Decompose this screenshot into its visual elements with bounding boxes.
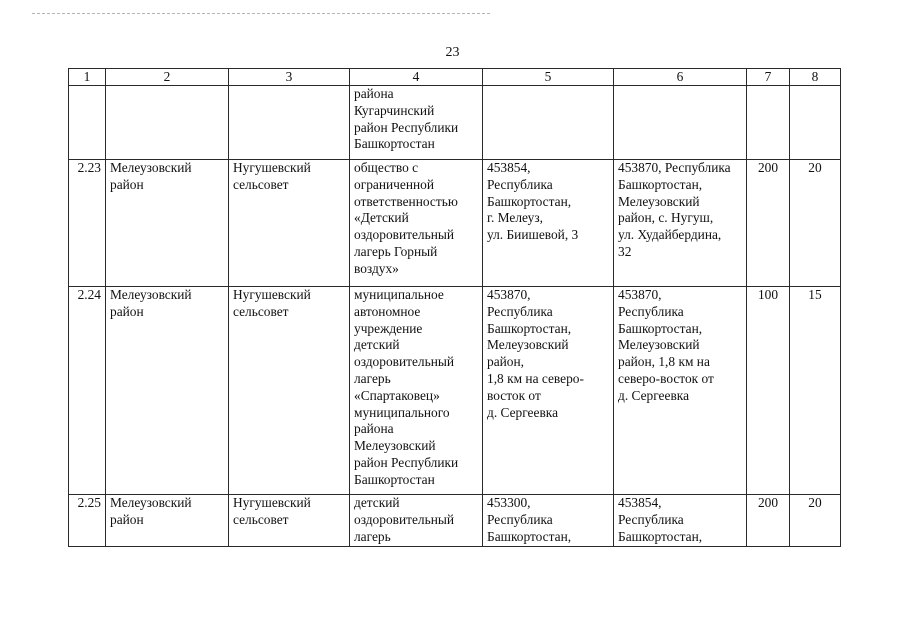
district-cell (106, 86, 229, 160)
page-number: 23 (445, 45, 460, 60)
actual-address-cell: 453854, Республика Башкортостан, (614, 495, 747, 547)
capacity-cell: 100 (747, 287, 790, 495)
council-cell: Нугушевский сельсовет (229, 495, 350, 547)
row-number-cell: 2.25 (69, 495, 106, 547)
district-cell: Мелеузовский район (106, 160, 229, 287)
row-number-cell: 2.24 (69, 287, 106, 495)
organization-cell: муниципальное автономное учреждение детский оздоровительный лагерь «Спартаковец» муниципального района Мелеузовский район Республики Башкортостан (350, 287, 483, 495)
column-header: 4 (350, 69, 483, 86)
legal-address-cell: 453870, Республика Башкортостан, Мелеузовский район, 1,8 км на северо- восток от д. Сергеевка (483, 287, 614, 495)
council-cell: Нугушевский сельсовет (229, 287, 350, 495)
top-dashed-rule (32, 13, 490, 14)
capacity-cell (747, 86, 790, 160)
column-header: 1 (69, 69, 106, 86)
organization-cell: района Кугарчинский район Республики Башкортостан (350, 86, 483, 160)
legal-address-cell (483, 86, 614, 160)
table-row (69, 287, 841, 495)
capacity-cell: 200 (747, 160, 790, 287)
capacity-cell: 200 (747, 495, 790, 547)
row-number-cell (69, 86, 106, 160)
organization-cell: детский оздоровительный лагерь (350, 495, 483, 547)
column-header: 8 (790, 69, 841, 86)
column-header: 5 (483, 69, 614, 86)
legal-address-cell: 453854, Республика Башкортостан, г. Мелеуз, ул. Биишевой, 3 (483, 160, 614, 287)
table-row (69, 160, 841, 287)
council-cell (229, 86, 350, 160)
actual-address-cell: 453870, Республика Башкортостан, Мелеузовский район, 1,8 км на северо-восток от д. Сергеевка (614, 287, 747, 495)
legal-address-cell: 453300, Республика Башкортостан, (483, 495, 614, 547)
column-header: 3 (229, 69, 350, 86)
column-header: 6 (614, 69, 747, 86)
actual-address-cell (614, 86, 747, 160)
count-cell: 20 (790, 495, 841, 547)
district-cell: Мелеузовский район (106, 495, 229, 547)
document-table (68, 68, 841, 547)
council-cell: Нугушевский сельсовет (229, 160, 350, 287)
column-header: 7 (747, 69, 790, 86)
table-row (69, 86, 841, 160)
organization-cell: общество с ограниченной ответственностью «Детский оздоровительный лагерь Горный воздух» (350, 160, 483, 287)
table-row (69, 495, 841, 547)
column-header: 2 (106, 69, 229, 86)
district-cell: Мелеузовский район (106, 287, 229, 495)
row-number-cell: 2.23 (69, 160, 106, 287)
count-cell: 20 (790, 160, 841, 287)
actual-address-cell: 453870, Республика Башкортостан, Мелеузовский район, с. Нугуш, ул. Худайбердина, 32 (614, 160, 747, 287)
count-cell (790, 86, 841, 160)
count-cell: 15 (790, 287, 841, 495)
column-header-row (69, 69, 841, 86)
